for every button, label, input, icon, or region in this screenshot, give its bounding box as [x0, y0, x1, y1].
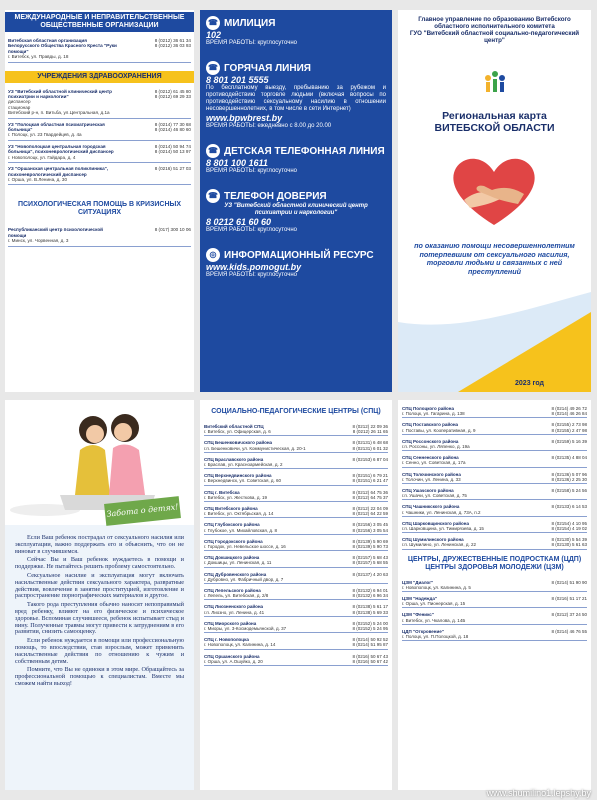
spc-address: г. Миоры, ул. 3-Космодемьянской, д. 37 [204, 626, 287, 632]
spc-entry [200, 473, 392, 485]
spc-phone-1: 8 (02151) 6 79 21 [352, 473, 388, 479]
cover-subtitle: по оказанию помощи несовершеннолетним потерпевшим от сексуального насилия, торговли людьми и связанных с ней преступлений [414, 241, 575, 276]
spc-phone-2: 8 (0214) 51 95 87 [352, 642, 388, 648]
phone-icon: ☎ [206, 16, 220, 30]
org-entry [5, 89, 194, 119]
spc-entry [200, 506, 392, 518]
spc-entry [200, 572, 392, 584]
spc-phone-1: 8 (02136) 5 07 96 [551, 471, 587, 477]
spc-phone-2: 8 (0212) 64 22 59 [352, 511, 388, 517]
spc-entry [398, 537, 591, 549]
org-phones: 8 (0212) 36 61 34 8 (0212) 36 03 93 [154, 38, 191, 49]
spc-address: г. Сенно, ул. Советская, д. 17а [402, 460, 466, 466]
org-address: г. Минск, ул. Чорвенная, д. 3 [8, 238, 69, 244]
spc-name: СПЦ Поставского района [402, 422, 459, 428]
spc-phone-1: 8 (02156) 3 05 45 [352, 522, 388, 528]
org-entry [5, 122, 194, 141]
spc-phone-1: 8 (0214) 49 26 72 [551, 406, 587, 411]
spc-phone-1: 8 (02131) 6 48 68 [352, 440, 388, 446]
spc-phone-1: 8 (02137) 4 20 63 [352, 571, 388, 577]
hotline-hours: ВРЕМЯ РАБОТЫ: ежедневно с 8.00 до 20.00 [206, 123, 332, 129]
spc-name: СПЦ Бешенковичского района [204, 440, 273, 446]
spc-phone-1: 8 (02130) 5 54 39 [551, 537, 587, 543]
spc-address: г.п. Лиозно, ул. Ленина, д. 41 [204, 609, 265, 615]
spc-name: ЦЗМ "Диалог" [402, 579, 434, 585]
spc-phone-1: 8 (02132) 6 94 01 [352, 588, 388, 594]
spc-name: СПЦ Сенненского района [402, 455, 459, 461]
hotline-hours: ВРЕМЯ РАБОТЫ: круглосуточно [206, 168, 297, 174]
intl-list [5, 38, 194, 63]
hotline-hours: ВРЕМЯ РАБОТЫ: круглосуточно [206, 40, 297, 46]
cover-title: Региональная карта ВИТЕБСКОЙ ОБЛАСТИ [434, 110, 555, 134]
spc-entry [398, 629, 591, 641]
spc-phone-1: 8 (02152) 5 24 00 [352, 620, 388, 626]
spc-name: СПЦ Миорского района [204, 620, 257, 626]
spc-phone-2: 8 (02132) 6 96 34 [352, 593, 388, 599]
spc-name: ЦЗМ "Надежда" [402, 596, 437, 602]
spc-entry [398, 504, 591, 516]
spc-phone-2: 8 (02138) 5 69 33 [352, 609, 388, 615]
org-entry [5, 144, 194, 163]
spc-phone-1: 8 (0216) 50 67 43 [352, 653, 388, 659]
org-address: диспансер стационар Витебский р-н, п. Витьба, ул.Центральная, д.1а [8, 99, 110, 116]
spc-phone-2: 8 (02131) 6 01 32 [352, 445, 388, 451]
spc-entry [398, 596, 591, 608]
spc-name: ЦДП "Откровение" [402, 628, 444, 634]
spc-address: г. Браслав, ул. Красноармейская, д. 2 [204, 462, 283, 468]
hotline-section [206, 248, 386, 279]
spc-phone-2: 8 (0216) 50 67 42 [352, 658, 388, 664]
heart-hands-icon [444, 150, 544, 230]
panel-care [5, 400, 194, 790]
spc-phone-1: 8 (0212) 22 04 09 [352, 506, 388, 512]
spc-phone-2: 8 (02156) 3 05 54 [352, 527, 388, 533]
spc-address: г. Лепель, ул. Витебская, д. 2/8 [204, 593, 269, 599]
spc-phone-1: 8 (02155) 2 73 98 [551, 422, 587, 428]
spc-phone-2: 8 (02130) 5 61 63 [551, 542, 587, 548]
phone-icon: ☎ [206, 189, 220, 203]
spc-phone-2: 8 (0212) 64 75 37 [352, 494, 388, 500]
org-address: г. Витебск, ул. Правды, д. 18 [8, 54, 69, 60]
spc-entry [200, 490, 392, 502]
watermark-text: www.shumilino1.lepshy.by [486, 788, 591, 798]
hotline-sections [206, 16, 386, 279]
spc-address: г.п. Шарковщина, ул. Тимирязева, д. 15 [402, 526, 484, 532]
panel-contacts-left [5, 10, 194, 392]
org-entry [5, 38, 194, 63]
phone-icon: ☎ [206, 61, 220, 75]
globe-icon: ◎ [206, 248, 220, 262]
spc-address: г. Витебск, ул. Чкалова, д. 14Б [402, 617, 466, 623]
spc-entry [200, 440, 392, 452]
org-entry [5, 227, 194, 246]
spc-name: ЦЗМ "Феникс" [402, 612, 434, 618]
spc-phone-1: 8 (0212) 37 24 50 [551, 612, 587, 618]
spc-name: СПЦ Толочинского района [402, 471, 461, 477]
spc-entry [200, 539, 392, 551]
spc-address: г. Орша, ул. Пионерская, д. 15 [402, 601, 466, 607]
spc-entry [398, 439, 591, 451]
spc-phone-1: 8 (02157) 5 68 43 [352, 555, 388, 561]
spc-address: г. Верхнедвинск, ул. Советская, д. 60 [204, 478, 282, 484]
header-psy: ПСИХОЛОГИЧЕСКАЯ ПОМОЩЬ В КРИЗИСНЫХ СИТУАЦИЯХ [17, 201, 182, 217]
spc-phone-2: 8 (02151) 6 21 47 [352, 478, 388, 484]
spc-address: г. Докшицы, ул. Ленинская, д. 11 [204, 560, 272, 566]
spc-name: СПЦ Браславского района [204, 456, 264, 462]
hotline-hours: ВРЕМЯ РАБОТЫ: круглосуточно [206, 272, 297, 278]
spc-entry [398, 406, 591, 418]
hotline-hours: ВРЕМЯ РАБОТЫ: круглосуточно [206, 227, 297, 233]
panel-hotlines [200, 10, 392, 392]
spc-name: СПЦ г. Витебска [204, 489, 240, 495]
org-phones: 8 (0212) 61 45 80 8 (0212) 69 29 33 [154, 88, 191, 100]
spc-address: г. Витебск, ул. Жесткова, д. 19 [204, 494, 268, 500]
org-phones: 8 (0214) 77 30 68 8 (0214) 46 80 60 [154, 121, 191, 133]
spc-name: СПЦ г. Новополоцка [204, 637, 249, 643]
spc-phone-1: 8 (02154) 4 10 95 [551, 520, 587, 526]
org-phones: 8 (017) 300 10 06 [154, 227, 191, 233]
spc-name: СПЦ Глубокского района [204, 522, 260, 528]
spc-entry [200, 555, 392, 567]
spc-address: г. Глубокое, ул. Михайловская, д. 8 [204, 527, 277, 533]
spc-address: г. Новополоцк, ул. Калинина, д. 14 [204, 642, 276, 648]
care-text-block [5, 525, 194, 790]
spc-address: г. Витебск, ул. Офицерская, д. 6 [204, 429, 271, 435]
spc-address: г. Орша, ул. А.Ошуйко, д. 20 [204, 658, 263, 664]
spc-phone-2: 8 (0212) 26 11 65 [352, 429, 388, 435]
header-spc: СОЦИАЛЬНО-ПЕДАГОГИЧЕСКИЕ ЦЕНТРЫ (СПЦ) [211, 408, 381, 415]
org-address: г. Полоцк, ул. 23 Гвардейцев, д. 4а [8, 132, 82, 138]
spc-entry [398, 455, 591, 467]
spc-address: г.п. Шумилино, ул. Ленинская, д. 22 [402, 542, 476, 548]
spc-entry [200, 588, 392, 600]
org-phones: 8 (0214) 50 94 74 8 (0214) 50 13 97 [154, 143, 191, 155]
org-name: Витебская областная организация Белорусского Общества Красного Креста "Руки помощи" [8, 38, 117, 54]
hotline-section [206, 61, 386, 130]
care-paragraph: Если ребенок нуждается в помощи или профессиональную помощь, то впоследствии, став взрослым, может применить насильственные действия по отношению к чужим и собственным детям. [15, 637, 184, 665]
spc-name: СПЦ Оршанского района [204, 653, 260, 659]
spc-name: СПЦ Россонского района [402, 438, 459, 444]
spc-phone-2: 8 (0214) 46 26 84 [551, 411, 587, 417]
spc-name: СПЦ Витебского района [204, 506, 258, 512]
spc-entry [200, 604, 392, 616]
spc-address: г. Чашники, ул. Ленинская, д. 73А, п.2 [402, 509, 481, 515]
spc-address: г. Дубровно, ул. Фабричный двор, д. 7 [204, 576, 284, 582]
org-address: г. Орша, ул. В.Ленина, д. 30 [8, 176, 68, 182]
hotline-site[interactable]: www.bpwbrest.by [206, 113, 283, 123]
spc-address: г. Городок, ул. Невельское шоссе, д. 16 [204, 544, 286, 550]
org-name: УЗ "Полоцкая областная психиатрическая больница" [8, 121, 105, 133]
spc-name: СПЦ Дубровенского района [204, 571, 267, 577]
org-phones: 8 (0216) 51 27 03 [154, 166, 191, 172]
spc-phone-1: 8 (0212) 22 09 36 [352, 424, 388, 429]
spc-entry [200, 522, 392, 534]
spc-phone-2: 8 (02155) 2 47 98 [551, 427, 587, 433]
spc-entry [398, 580, 591, 592]
care-paragraph: Сексуальное насилие и эксплуатация могут включать насильственные действия сексуального характера, развратные действия, вовлечение в занятие проституцией, изготовление и распространение порнографических материалов и другое. [15, 571, 184, 600]
spc-phone-2: 8 (02154) 4 19 02 [551, 526, 587, 532]
corner-decoration [398, 292, 591, 392]
centers-list [398, 580, 591, 642]
care-paragraph: Если Ваш ребенок пострадал от сексуального насилия или эксплуатации, важно поддержать его и объяснить, что он не виноват в случившемся. [15, 534, 184, 555]
spc-address: г.п. Ушачи, ул. Советская, д. 75 [402, 493, 467, 499]
health-list [5, 89, 194, 186]
spc-address: г. Толочин, ул. Ленина, д. 33 [402, 476, 461, 482]
hotline-number: 8 0212 61 60 60 [206, 217, 272, 227]
spc-name: Витебский областной СПЦ [204, 424, 264, 429]
header-intl: МЕЖДУНАРОДНЫЕ И НЕПРАВИТЕЛЬСТВЕННЫЕ ОБЩЕСТВЕННЫЕ ОРГАНИЗАЦИИ [5, 12, 194, 32]
care-banner: Забота о детях! [104, 496, 181, 526]
spc-name: СПЦ Лиозненского района [204, 604, 264, 610]
spc-address: г.п. Бешенковичи, ул. Коммунистическая, д. 20-1 [204, 445, 306, 451]
spc-name: СПЦ Лепельского района [204, 588, 261, 594]
spc-address: г. Новополоцк, ул. Калинина, д. 5 [402, 584, 471, 590]
care-paragraph: Сейчас Вы и Ваш ребенок нуждаетесь в помощи и поддержке. Не пытайтесь решить проблему самостоятельно. [15, 556, 184, 571]
org-address: г. Новополоцк, ул. Гайдара, д. 4 [8, 154, 76, 160]
spc-name: СПЦ Шарковщинского района [402, 520, 470, 526]
org-name: Республиканский центр психологической помощи [8, 227, 103, 238]
spc-entry [200, 654, 392, 666]
spc-name: СПЦ Городокского района [204, 538, 263, 544]
care-text [5, 535, 194, 688]
spc-name: СПЦ Шумилинского района [402, 537, 464, 543]
header-centers: ЦЕНТРЫ, ДРУЖЕСТВЕННЫЕ ПОДРОСТКАМ (ЦДП) ЦЕНТРЫ ЗДОРОВЬЯ МОЛОДЕЖИ (ЦЗМ) [407, 555, 582, 571]
org-name: УЗ "Витебский областной клинический центр психиатрии и наркологии" [8, 88, 112, 100]
org-name: УЗ "Новополоцкая центральная городская больница", психоневрологический диспансер [8, 143, 114, 155]
spc-phone-1: 8 (0214) 51 90 90 [551, 579, 587, 585]
spc-phone-1: 8 (02139) 5 90 69 [352, 538, 388, 544]
spc-entry [200, 621, 392, 633]
spc-phone-1: 8 (02159) 5 16 39 [551, 438, 587, 444]
spc-phone-2: 8 (02152) 5 24 95 [352, 626, 388, 632]
spc-name: СПЦ Докшицкого района [204, 555, 260, 561]
spc-phone-2: 8 (02136) 2 25 30 [551, 476, 587, 482]
hotline-title: ТЕЛЕФОН ДОВЕРИЯ [224, 190, 327, 202]
hotline-number: 8 801 201 5555 [206, 75, 269, 85]
spc-name: СПЦ Ушачского района [402, 488, 454, 494]
spc-phone-1: 8 (02133) 6 14 53 [551, 504, 587, 510]
hotline-title: ДЕТСКАЯ ТЕЛЕФОННАЯ ЛИНИЯ [224, 145, 385, 157]
spc-phone-1: 8 (0214) 46 76 55 [551, 628, 587, 634]
hotline-section [206, 144, 386, 175]
hotline-section [206, 189, 386, 234]
spc-entry [398, 472, 591, 484]
spc-phone-1: 8 (0214) 50 92 52 [352, 637, 388, 643]
spc-entry [398, 488, 591, 500]
spc-entry [398, 422, 591, 434]
spc-name: СПЦ Полоцкого района [402, 406, 454, 411]
spc-entry [398, 521, 591, 533]
spc-name: СПЦ Верхнедвинского района [204, 473, 272, 479]
hotline-desc: По бесплатному выезду, пребыванию за рубежом и противодействию торговле людьми (включая вопросы по противодействию сексуальному насилию в отношении несовершеннолетних, в том числе в сети Интернет) [206, 85, 386, 112]
org-name: УЗ "Оршанская центральная поликлиника", психоневрологический диспансер [8, 166, 109, 177]
spc-phone-1: 8 (02138) 5 61 17 [352, 604, 388, 610]
hotline-title: МИЛИЦИЯ [224, 17, 276, 29]
org-entry [5, 166, 194, 185]
spc-entry [200, 637, 392, 649]
spc-name: СПЦ Чашникского района [402, 504, 460, 510]
spc-list-2 [398, 406, 591, 550]
header-health: УЧРЕЖДЕНИЯ ЗДРАВООХРАНЕНИЯ [5, 71, 194, 83]
spc-entry [398, 612, 591, 624]
spc-phone-2: 8 (02157) 5 68 55 [352, 560, 388, 566]
hotline-number: 8 801 100 1611 [206, 158, 268, 168]
spc-address: г. Витебск, ул. Октябрьская, д. 14 [204, 511, 274, 517]
spc-list-1 [200, 424, 392, 666]
spc-phone-1: 8 (0212) 64 75 36 [352, 489, 388, 495]
spc-phone-2: 8 (02139) 5 90 73 [352, 544, 388, 550]
spc-address: г. Полоцк, ул. П.Полоцкой, д. 18 [402, 634, 469, 640]
panel-cover [398, 10, 591, 392]
spc-address: г. Полоцк, ул. Гагарина, д. 138 [402, 411, 465, 417]
psy-list [5, 227, 194, 246]
spc-entry [200, 457, 392, 469]
spc-phone-1: 8 (0216) 51 17 21 [551, 596, 587, 602]
care-paragraph: Помните, что Вы не одиноки в этом мире. Обращайтесь за профессиональной помощью к специалистам. Вместе мы сможем найти выход! [15, 666, 184, 687]
spc-address: г.п. Россоны, ул. Ляпенко, д. 19а [402, 444, 470, 450]
hotline-number: 102 [206, 30, 222, 40]
care-paragraph: Такого рода преступления обычно наносят непоправимый вред ребенку, влияют на его физическое и психическое здоровье. Вспоминая случившееся, ребенок испытывает стыд и вину. Полученные травмы могут привести к затруднениям в его развитии, снизить самооценку. [15, 601, 184, 636]
cover-year: 2023 год [515, 380, 544, 387]
logo-icon [480, 68, 510, 94]
spc-phone-1: 8 (02153) 6 87 04 [352, 456, 388, 462]
hotline-title: ГОРЯЧАЯ ЛИНИЯ [224, 62, 311, 74]
cover-org: Главное управление по образованию Витебского областного исполнительного комитета ГУО "Витебский областной социально-педагогический центр" [409, 16, 580, 44]
panel-spc-2 [398, 400, 591, 790]
spc-phone-1: 8 (02135) 4 88 04 [551, 455, 587, 461]
phone-icon: ☎ [206, 144, 220, 158]
panel-spc-1 [200, 400, 392, 790]
spc-address: г. Поставы, ул. Кооперативная, д. 9 [402, 427, 476, 433]
spc-phone-1: 8 (02158) 5 24 56 [551, 488, 587, 494]
hotline-section [206, 16, 386, 47]
hotline-title: ИНФОРМАЦИОННЫЙ РЕСУРС [224, 249, 374, 261]
hotline-org: УЗ "Витебский областной клинический центр психиатрии и наркологии" [224, 203, 368, 216]
spc-entry [200, 424, 392, 436]
hotline-site[interactable]: www.kids.pomogut.by [206, 262, 302, 272]
